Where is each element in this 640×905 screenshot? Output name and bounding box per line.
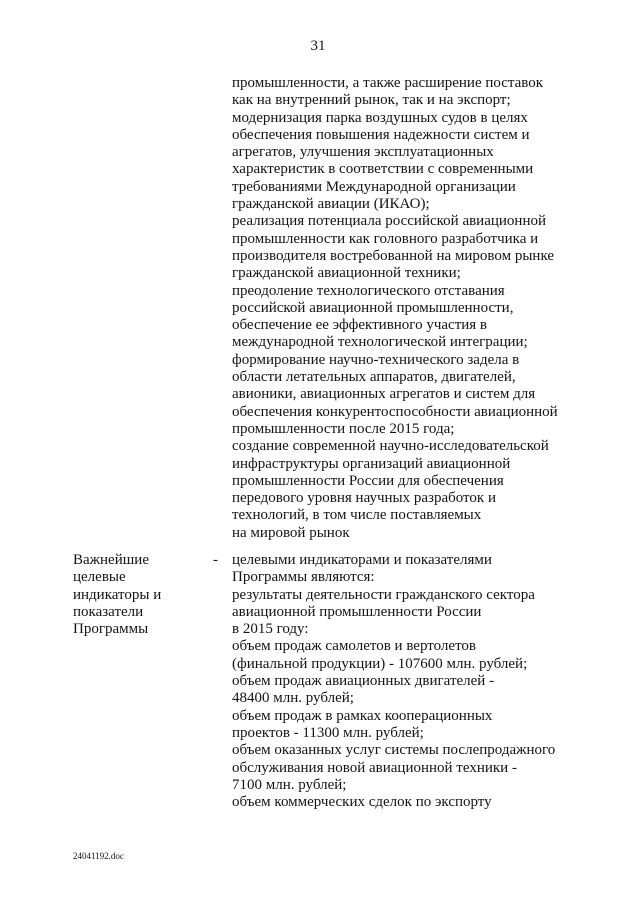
text-line: производителя востребованной на мировом рынке [232, 247, 555, 264]
text-line: обслуживания новой авиационной техники - [232, 759, 517, 776]
section-label-line: Программы [73, 621, 149, 638]
text-line: российской авиационной промышленности, [232, 299, 514, 316]
text-line: объем продаж в рамках кооперационных [232, 707, 493, 724]
footer-filename: 24041192.doc [73, 851, 124, 861]
text-line: на мировой рынок [232, 524, 350, 541]
indicators-text-block [232, 552, 572, 811]
text-line: создание современной научно-исследовательской [232, 438, 549, 455]
section-label-line: Важнейшие [73, 552, 149, 568]
text-line: международной технологической интеграции; [232, 334, 528, 351]
section-label [73, 552, 203, 638]
text-line: объем оказанных услуг системы послепродажного [232, 742, 556, 759]
text-line: области летательных аппаратов, двигателей, [232, 369, 516, 386]
label-separator-dash: - [213, 552, 218, 568]
text-line: гражданской авиационной техники; [232, 265, 461, 282]
text-line: в 2015 году: [232, 621, 309, 638]
text-line: агрегатов, улучшения эксплуатационных [232, 144, 494, 161]
text-line: промышленности России для обеспечения [232, 472, 504, 489]
text-line: обеспечения конкурентоспособности авиационной [232, 403, 558, 420]
text-line: объем продаж самолетов и вертолетов [232, 638, 477, 655]
text-line: как на внутренний рынок, так и на экспорт; [232, 92, 511, 109]
text-line: обеспечение ее эффективного участия в [232, 317, 488, 334]
section-label-line: целевые [73, 569, 126, 586]
text-line: промышленности, а также расширение поставок [232, 75, 544, 91]
text-line: промышленности как головного разработчика и [232, 230, 539, 247]
page-number: 31 [310, 38, 326, 54]
text-line: преодоление технологического отставания [232, 282, 505, 299]
text-line: гражданской авиации (ИКАО); [232, 196, 430, 213]
text-line: обеспечения повышения надежности систем и [232, 126, 530, 143]
text-line: формирование научно-технического задела в [232, 351, 520, 368]
text-line: 7100 млн. рублей; [232, 776, 347, 793]
text-line: 48400 млн. рублей; [232, 690, 354, 707]
text-line: характеристик в соответствии с современными [232, 161, 534, 178]
page-number-container [0, 38, 640, 55]
text-line: авиационной промышленности России [232, 603, 482, 620]
text-line: технологий, в том числе поставляемых [232, 507, 482, 524]
text-line: требованиями Международной организации [232, 178, 516, 195]
text-line: Программы являются: [232, 569, 375, 586]
section-label-line: индикаторы и [73, 586, 162, 603]
text-line: объем продаж авиационных двигателей - [232, 673, 495, 690]
text-line: инфраструктуры организаций авиационной [232, 455, 511, 472]
text-line: передового уровня научных разработок и [232, 490, 496, 507]
text-line: реализация потенциала российской авиационной [232, 213, 547, 230]
text-line: промышленности после 2015 года; [232, 420, 455, 437]
text-line: (финальной продукции) - 107600 млн. рублей; [232, 655, 528, 672]
text-line: авионики, авиационных агрегатов и систем для [232, 386, 536, 403]
text-line: результаты деятельности гражданского сектора [232, 586, 535, 603]
text-line: целевыми индикаторами и показателями [232, 552, 492, 568]
goals-text-block [232, 75, 572, 542]
text-line: модернизация парка воздушных судов в целях [232, 109, 528, 126]
section-label-line: показатели [73, 603, 144, 620]
text-line: объем коммерческих сделок по экспорту [232, 794, 492, 811]
text-line: проектов - 11300 млн. рублей; [232, 724, 424, 741]
